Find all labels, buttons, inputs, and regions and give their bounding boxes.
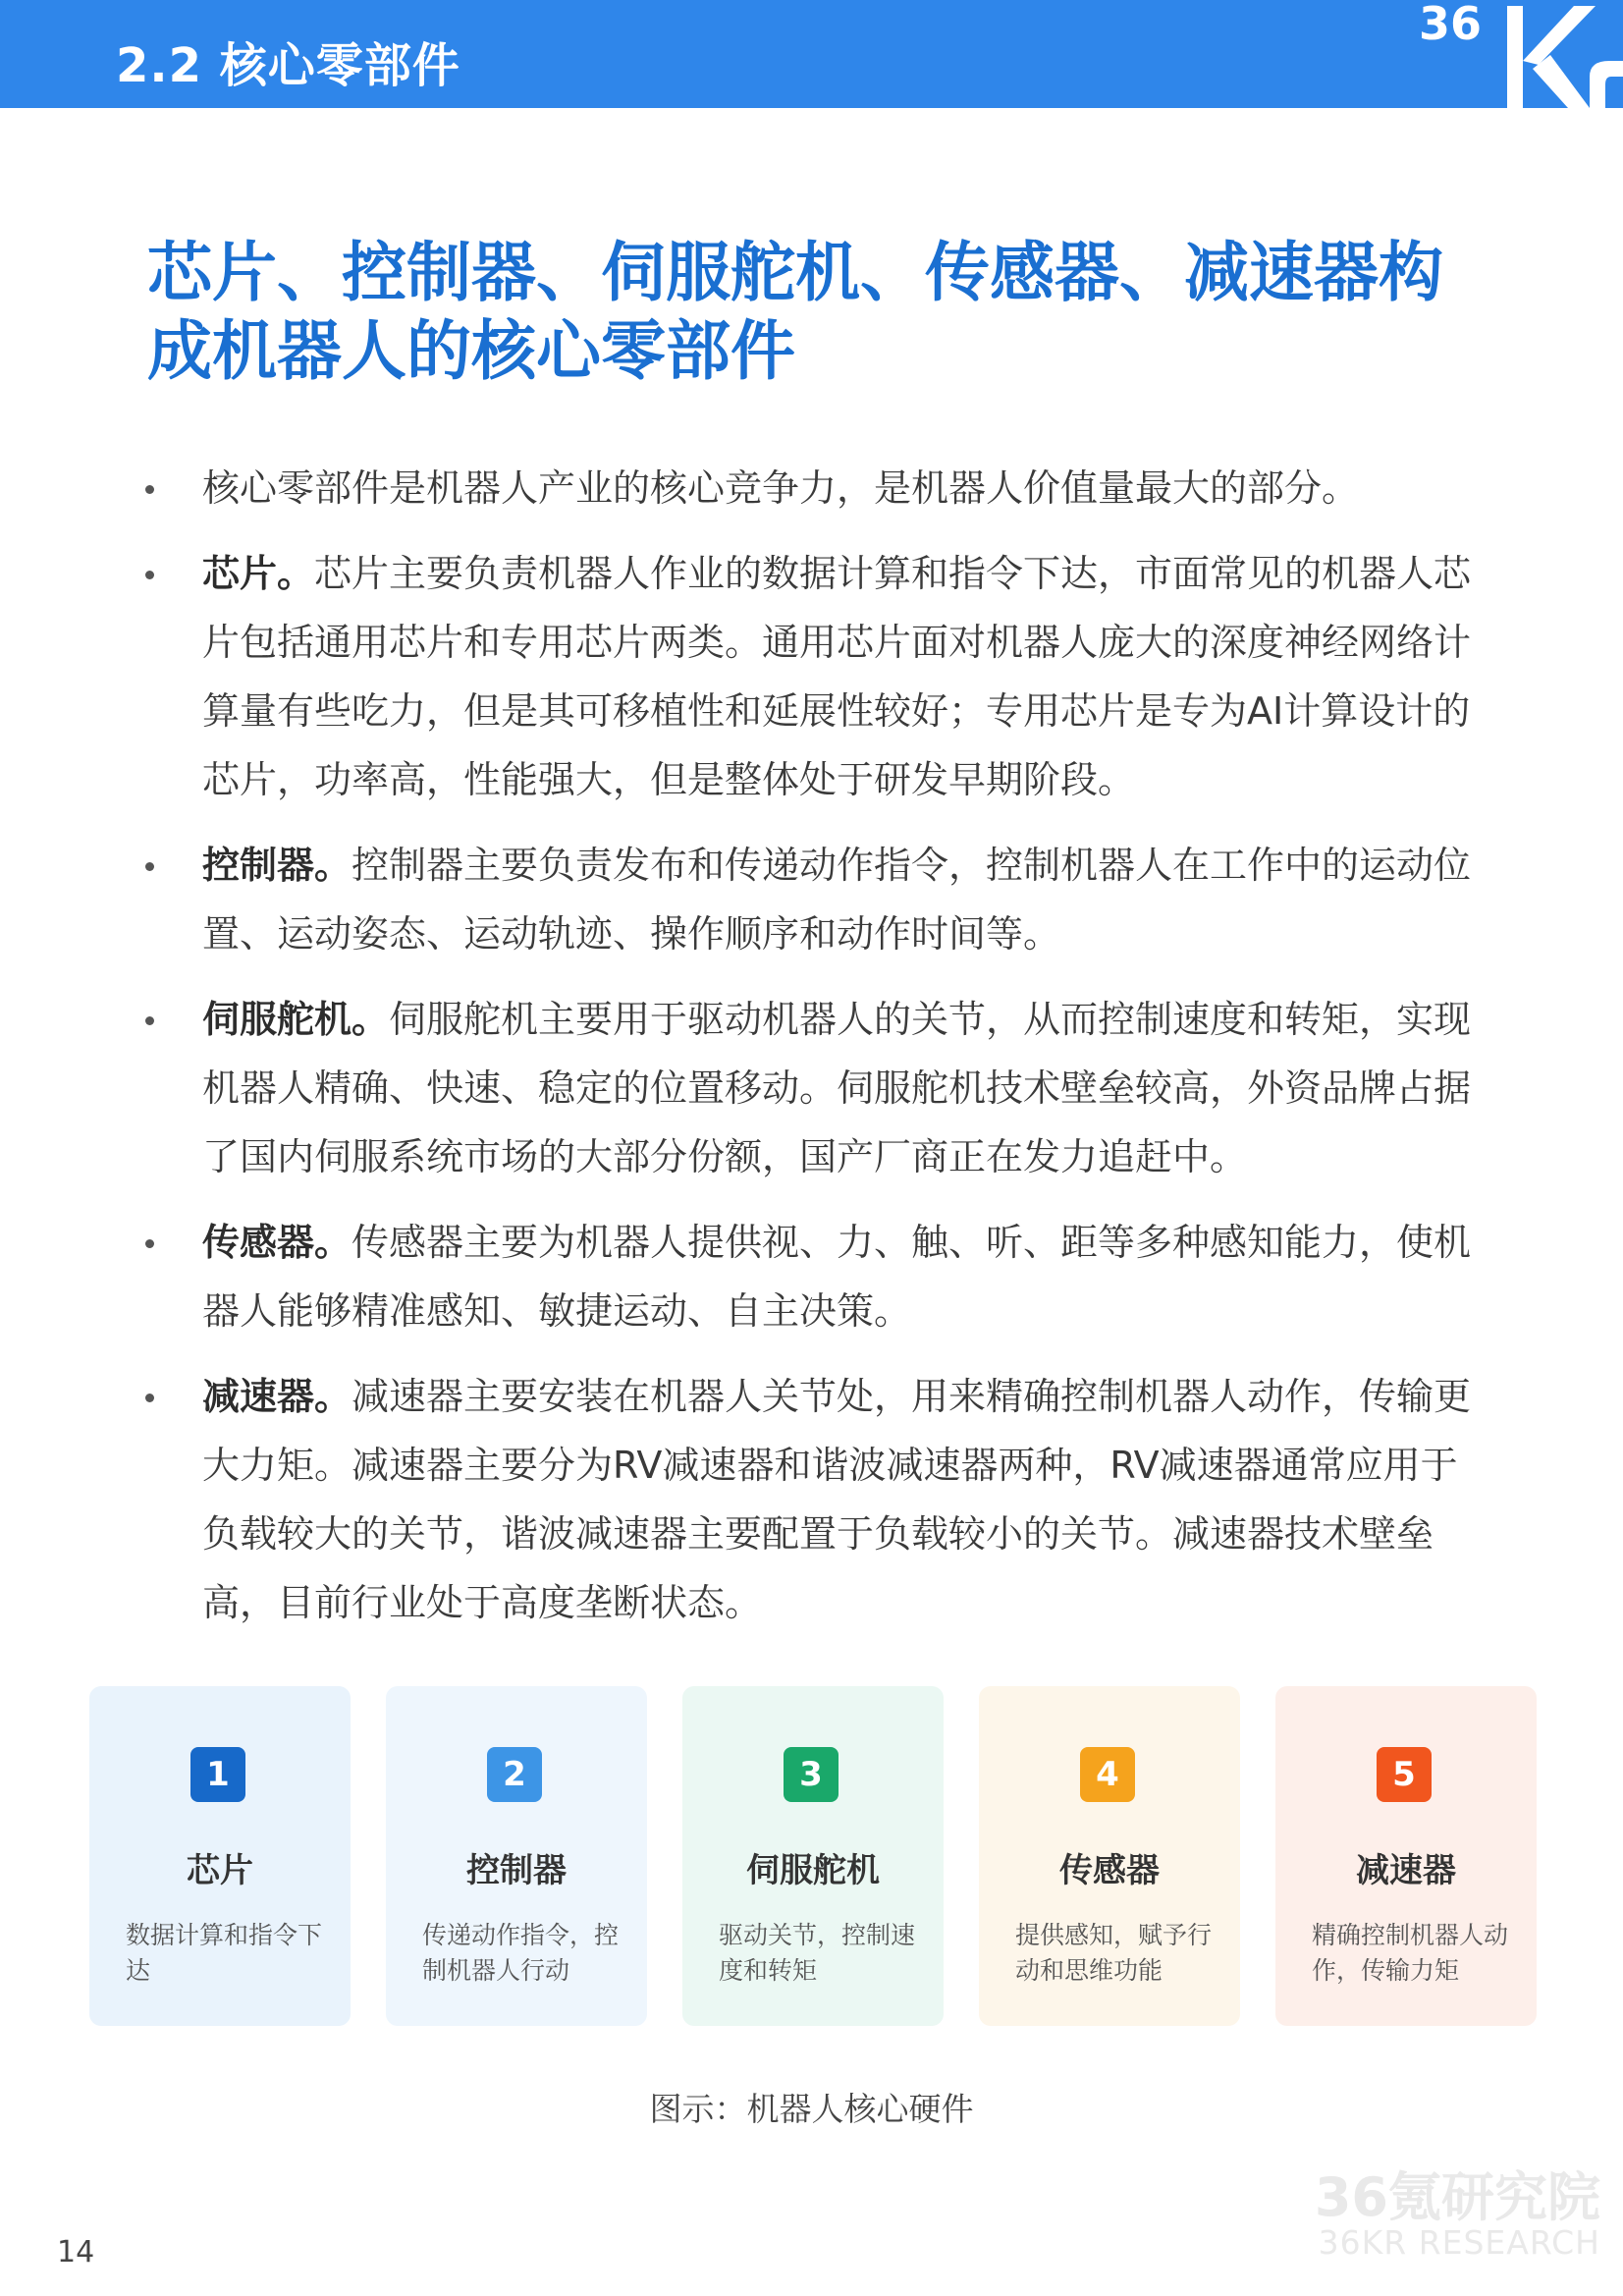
bullet-dot-icon [145, 1394, 154, 1402]
bullet-item [137, 985, 1492, 1191]
bullet-dot-icon [145, 1016, 154, 1025]
page-number: 14 [57, 2235, 95, 2269]
card-description: 传递动作指令，控制机器人行动 [422, 1921, 620, 1985]
card-servo [682, 1686, 944, 2026]
card-description: 数据计算和指令下达 [126, 1921, 323, 1985]
component-cards [89, 1686, 1535, 2028]
bullet-list [137, 454, 1492, 1654]
bullet-text: 控制器主要负责发布和传递动作指令，控制机器人在工作中的运动位置、运动姿态、运动轨迹、操作顺序和动作时间等。 [202, 844, 1472, 956]
bullet-term: 传感器。 [202, 1221, 352, 1264]
bullet-dot-icon [145, 571, 154, 579]
bullet-dot-icon [145, 485, 154, 494]
bullet-dot-icon [145, 1239, 154, 1248]
card-description: 精确控制机器人动作，传输力矩 [1312, 1921, 1509, 1985]
section-title: 2.2 核心零部件 [116, 38, 460, 93]
bullet-text: 伺服舵机主要用于驱动机器人的关节，从而控制速度和转矩，实现机器人精确、快速、稳定的位置移动。伺服舵机技术壁垒较高，外资品牌占据了国内伺服系统市场的大部分份额，国产厂商正在发力追赶中。 [202, 998, 1472, 1178]
bullet-term: 芯片。 [202, 552, 315, 595]
card-number-badge: 5 [1377, 1747, 1432, 1802]
main-heading-line-2: 成机器人的核心零部件 [147, 313, 795, 389]
bullet-dot-icon [145, 862, 154, 871]
bullet-text: 减速器主要安装在机器人关节处，用来精确控制机器人动作，传输更大力矩。减速器主要分为RV减速器和谐波减速器两种，RV减速器通常应用于负载较大的关节，谐波减速器主要配置于负载较小的关节。减速器技术壁垒高，目前行业处于高度垄断状态。 [202, 1375, 1472, 1624]
bullet-text: 核心零部件是机器人产业的核心竞争力，是机器人价值量最大的部分。 [202, 466, 1360, 510]
card-number-badge: 3 [784, 1747, 839, 1802]
card-sensor [979, 1686, 1240, 2026]
bullet-text: 传感器主要为机器人提供视、力、触、听、距等多种感知能力，使机器人能够精准感知、敏捷运动、自主决策。 [202, 1221, 1472, 1333]
card-number-badge: 4 [1080, 1747, 1135, 1802]
card-reducer [1275, 1686, 1537, 2026]
card-title: 伺服舵机 [746, 1851, 880, 1890]
main-heading-line-1: 芯片、控制器、伺服舵机、传感器、减速器构 [147, 235, 1443, 310]
svg-text:36: 36 [1419, 0, 1483, 50]
bullet-text: 芯片主要负责机器人作业的数据计算和指令下达，市面常见的机器人芯片包括通用芯片和专用芯片两类。通用芯片面对机器人庞大的深度神经网络计算量有些吃力，但是其可移植性和延展性较好；专用芯片是专为AI计算设计的芯片，功率高，性能强大，但是整体处于研发早期阶段。 [202, 552, 1472, 801]
card-controller [386, 1686, 647, 2026]
figure-caption: 图示：机器人核心硬件 [649, 2090, 974, 2128]
bullet-term: 伺服舵机。 [202, 998, 390, 1041]
bullet-item [137, 539, 1492, 814]
watermark-en: 36KR RESEARCH [1318, 2223, 1600, 2262]
card-description: 提供感知，赋予行动和思维功能 [1015, 1921, 1213, 1985]
bullet-item [137, 454, 1492, 522]
bullet-item [137, 1208, 1492, 1345]
card-number-badge: 1 [190, 1747, 245, 1802]
card-description: 驱动关节，控制速度和转矩 [719, 1921, 916, 1985]
card-number-badge: 2 [487, 1747, 542, 1802]
logo-36kr [1417, 0, 1623, 108]
card-title: 传感器 [1059, 1851, 1160, 1890]
card-title: 芯片 [187, 1851, 253, 1890]
bullet-term: 减速器。 [202, 1375, 352, 1418]
bullet-term: 控制器。 [202, 844, 352, 887]
bullet-item [137, 831, 1492, 968]
page-header [0, 0, 1623, 108]
card-title: 减速器 [1356, 1851, 1456, 1890]
watermark-cn: 36氪研究院 [1314, 2166, 1600, 2228]
card-title: 控制器 [466, 1851, 567, 1890]
card-chip [89, 1686, 351, 2026]
main-heading [147, 234, 1502, 391]
bullet-item [137, 1362, 1492, 1637]
